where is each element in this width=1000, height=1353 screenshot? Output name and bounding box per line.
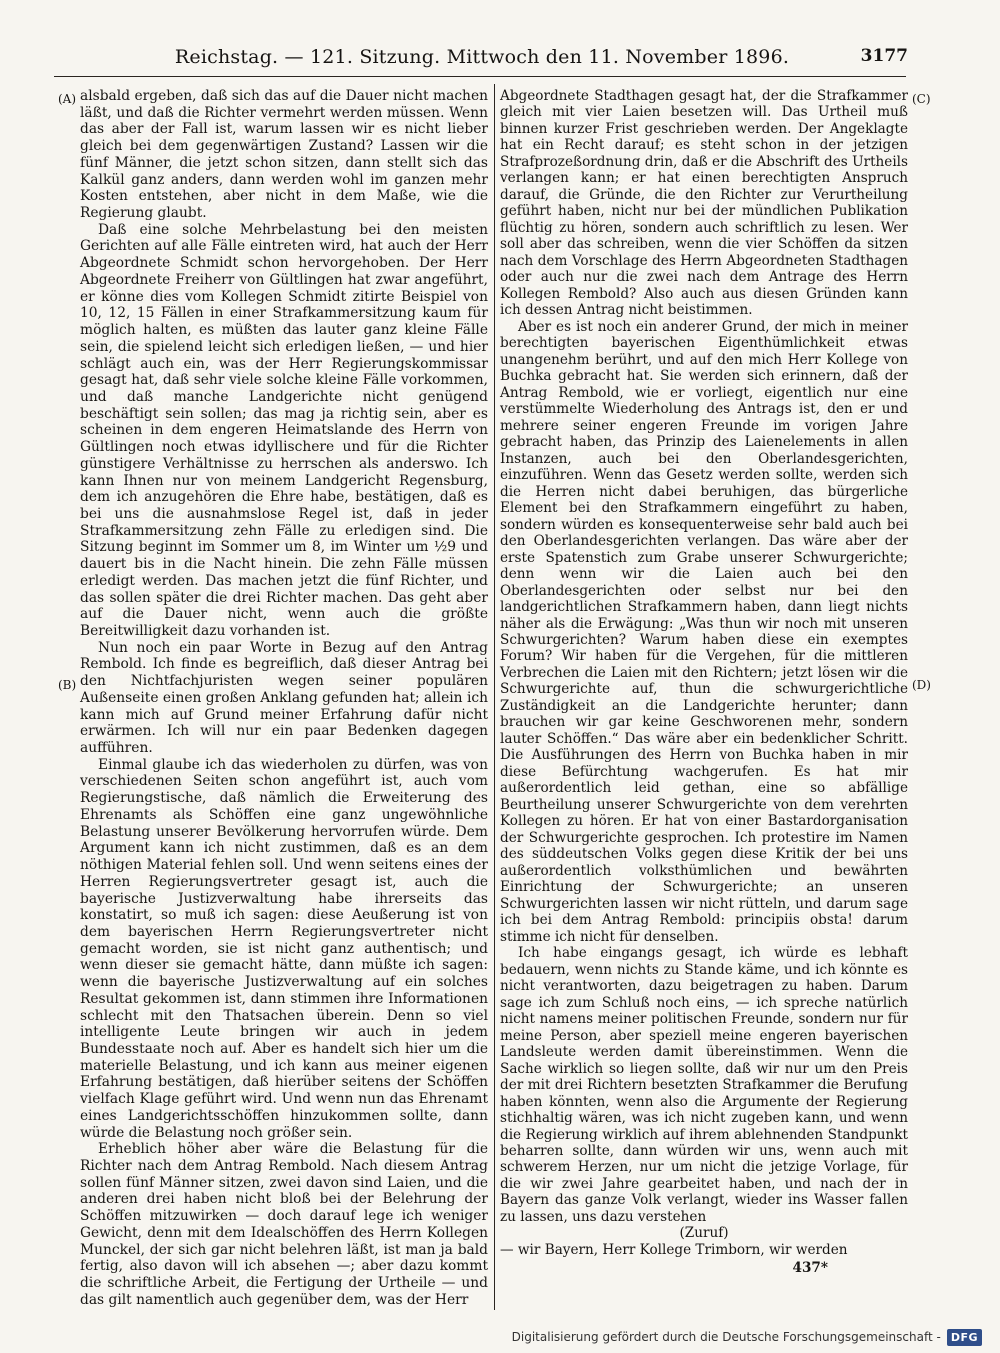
paragraph: Erheblich höher aber wäre die Belastung für die Richter nach dem Antrag Rembold. Nach diesem Antrag sollen fünf Männer sitzen, zwei davon sind Laien, und die anderen drei haben nicht bloß bei der Belehrung der Schöffen mitzuwirken — doch darauf lege ich weniger Gewicht, denn mit dem Idealschöffen des Herrn Kollegen Munckel, der sich gar nicht belehren läßt, ist man ja bald fertig, also davon will ich absehen —; aber dazu kommt die schriftliche Arbeit, die Fertigung der Urtheile — und das gilt namentlich auch gegenüber dem, was der Herr bbox=[80, 1141, 488, 1308]
paragraph: Nun noch ein paar Worte in Bezug auf den Antrag Rembold. Ich finde es begreiflich, daß dieser Antrag bei den Nichtfachjuristen wegen seiner populären Außenseite einen großen Anklang gefunden hat; allein ich kann mich auf Grund meiner Erfahrung dafür nicht erwärmen. Ich will nur ein paar Bedenken dagegen aufführen. bbox=[80, 639, 488, 757]
paragraph: Aber es ist noch ein anderer Grund, der mich in meiner berechtigten bayerischen Eigenthümlichkeit etwas unangenehm berührt, und auf den mich Herr Kollege von Buchka gebracht hat. Sie werden sich erinnern, daß der Antrag Rembold, wie er vorliegt, eigentlich nur eine verstümmelte Wiederholung des Antrags ist, den er und mehrere seiner engeren Freunde im vorigen Jahre gebracht haben, das Prinzip des Laienelements in allen Instanzen, auch bei den Oberlandesgerichten, einzuführen. Wenn das Gesetz werden sollte, werden sich die Herren nicht dabei beruhigen, das bürgerliche Element bei den Strafkammern eingeführt zu haben, sondern würden es konsequenterweise sehr bald auch bei den Oberlandesgerichten verlangen. Das wäre aber der erste Spatenstich zum Grabe unserer Schwurgerichte; denn wenn wir die Laien auch bei den Oberlandesgerichten oder selbst nur bei den landgerichtlichen Strafkammern haben, dann liegt nichts näher als die Erwägung: „Was thun wir noch mit unseren Schwurgerichten? Warum haben diese ein exemptes Forum? Wir haben für die Vergehen, für die mittleren Verbrechen die Laien mit den Richtern; jetzt lösen wir die Schwurgerichte auf, thun die schwurgerichtliche Zuständigkeit an die Landgerichte herunter; dann brauchen wir gar keine Geschworenen mehr, sondern lauter Schöffen.“ Das wäre aber ein bedenklicher Schritt. Die Ausführungen des Herrn von Buchka haben in mir diese Befürchtung wachgerufen. Es hat mir außerordentlich leid gethan, eine so abfällige Beurtheilung unserer Schwurgerichte von dem verehrten Kollegen zu hören. Er hat von einer Bastardorganisation der Schwurgerichte gesprochen. Ich protestire im Namen des süddeutschen Volks gegen diese Kritik der bei uns außerordentlich volksthümlichen und bewährten Einrichtung der Schwurgerichte; an unseren Schwurgerichten lassen wir nicht rütteln, und darum sage ich bei dem Antrag Rembold: principiis obsta! darum stimme ich nicht für denselben. bbox=[500, 318, 908, 945]
margin-marker-a: (A) bbox=[58, 92, 77, 106]
margin-marker-b: (B) bbox=[58, 678, 77, 692]
right-column bbox=[500, 88, 908, 1277]
dfg-logo: DFG bbox=[947, 1329, 982, 1346]
paragraph: 437* bbox=[792, 1260, 828, 1277]
page-number: 3177 bbox=[860, 46, 908, 66]
paragraph: Daß eine solche Mehrbelastung bei den meisten Gerichten auf alle Fälle eintreten wird, hat auch der Herr Abgeordnete Schmidt schon hervorgehoben. Der Herr Abgeordnete Freiherr von Gültlingen hat zwar angeführt, er könne dies vom Kollegen Schmidt zitirte Beispiel von 10, 12, 15 Fällen in einer Strafkammersitzung kaum für möglich halten, es müßten das lauter ganz kleine Fälle sein, die spielend leicht sich erledigen ließen, — und hier schlägt auch ein, was der Herr Regierungskommissar gesagt hat, daß sehr viele solche kleine Fälle vorkommen, und daß manche Landgerichte nicht genügend beschäftigt sein sollen; das mag ja richtig sein, aber es scheinen in dem engeren Heimatslande des Herrn von Gültlingen noch etwas idyllischere und für die Richter günstigere Verhältnisse zu herrschen als anderswo. Ich kann Ihnen nur von meinem Landgericht Regensburg, dem ich anzugehören die Ehre habe, bestätigen, daß es bei uns die ausnahmslose Regel ist, daß in jeder Strafkammersitzung zehn Fälle zu erledigen sind. Die Sitzung beginnt im Sommer um 8, im Winter um ½9 und dauert bis in die Nacht hinein. Die zehn Fälle müssen erledigt werden. Das machen jetzt die fünf Richter, und das sollen später die drei Richter machen. Das geht aber auf die Dauer nicht, wenn auch die größte Bereitwilligkeit dazu vorhanden ist. bbox=[80, 221, 488, 639]
running-title: Reichstag. — 121. Sitzung. Mittwoch den 11. November 1896. bbox=[174, 46, 790, 68]
paragraph: — wir Bayern, Herr Kollege Trimborn, wir werden bbox=[500, 1241, 848, 1258]
header-rule bbox=[54, 76, 906, 77]
column-divider bbox=[494, 84, 495, 1310]
paragraph: Abgeordnete Stadthagen gesagt hat, der die Strafkammer gleich mit vier Laien besetzen will. Das Urtheil muß binnen kurzer Frist geschrieben werden. Der Angeklagte hat ein Recht darauf; es steht schon in der jetzigen Strafprozeßordnung drin, daß er die Abschrift des Urtheils verlangen kann; er hat einen berechtigten Anspruch darauf, die Gründe, die den Richter zur Verurtheilung geführt haben, nicht nur bei der mündlichen Publikation flüchtig zu hören, sondern auch schriftlich zu lesen. Wer soll aber das schreiben, wenn die vier Schöffen da sitzen nach dem Vorschlage des Herrn Abgeordneten Stadthagen oder auch nur die zwei nach dem Antrage des Herrn Kollegen Rembold? Also auch aus diesen Gründen kann ich dessen Antrag nicht beistimmen. bbox=[500, 88, 908, 319]
footer bbox=[512, 1327, 982, 1347]
left-column bbox=[80, 88, 488, 1308]
page-header bbox=[56, 46, 908, 76]
paragraph: alsbald ergeben, daß sich das auf die Dauer nicht machen läßt, und daß die Richter vermehrt werden müssen. Wenn das aber der Fall ist, warum lassen wir es nicht lieber gleich bei dem gegenwärtigen Zustand? Lassen wir die fünf Männer, die jetzt schon sitzen, dann stellt sich das Kalkül ganz anders, dann werden wohl im ganzen mehr Kosten entstehen, aber nicht in dem Maße, wie die Regierung glaubt. bbox=[80, 88, 488, 222]
margin-marker-c: (C) bbox=[912, 92, 931, 106]
paragraph: Einmal glaube ich das wiederholen zu dürfen, was von verschiedenen Seiten schon angeführt ist, auch vom Regierungstische, daß nämlich die Erweiterung des Ehrenamts als Schöffen eine ganz ungewöhnliche Belastung unserer Bevölkerung hervorrufen würde. Dem Argument kann ich nicht zustimmen, daß es an dem nöthigen Material fehlen soll. Und wenn seitens eines der Herren Regierungsvertreter gesagt ist, auch die bayerische Justizverwaltung habe ihrerseits das konstatirt, so muß ich sagen: diese Aeußerung ist von dem bayerischen Herrn Regierungsvertreter nicht gemacht worden, sie ist nicht ganz authentisch; und wenn dieser sie gemacht hätte, dann müßte ich sagen: wenn die bayerische Justizverwaltung auf ein solches Resultat gekommen ist, dann stimmen ihre Informationen schlecht mit den Thatsachen überein. Denn so viel intelligente Leute bringen wir auch in jedem Bundesstaate noch auf. Aber es handelt sich hier um die materielle Belastung, und ich kann aus meiner eigenen Erfahrung bestätigen, daß hierüber seitens der Schöffen vielfach Klage geführt wird. Und wenn nun das Ehrenamt eines Landgerichtsschöffen hinzukommen sollte, dann würde die Belastung noch größer sein. bbox=[80, 756, 488, 1141]
footer-text: Digitalisierung gefördert durch die Deutsche Forschungsgemeinschaft - bbox=[511, 1330, 941, 1344]
paragraph: Ich habe eingangs gesagt, ich würde es lebhaft bedauern, wenn nichts zu Stande käme, und ich könnte es nicht verantworten, dazu beigetragen zu haben. Darum sage ich zum Schluß noch eins, — ich spreche natürlich nicht namens meiner politischen Freunde, sondern nur für meine Person, aber speziell meine engeren bayerischen Landsleute werden damit übereinstimmen. Wenn die Sache wirklich so liegen sollte, daß wir nur um den Preis der mit drei Richtern besetzten Strafkammer die Berufung haben könnten, wenn also die Argumente der Regierung stichhaltig wären, was ich nicht zugeben kann, und wenn die Regierung wirklich auf ihrem ablehnenden Standpunkt beharren sollte, dann würden wir uns, wenn auch mit schwerem Herzen, nur um nicht die jetzige Vorlage, für die wir zwei Jahre gearbeitet haben, und nach der in Bayern das ganze Volk verlangt, wieder ins Wasser fallen zu lassen, uns dazu verstehen bbox=[500, 945, 908, 1225]
margin-marker-d: (D) bbox=[912, 678, 931, 692]
paragraph: (Zuruf) bbox=[679, 1225, 729, 1242]
